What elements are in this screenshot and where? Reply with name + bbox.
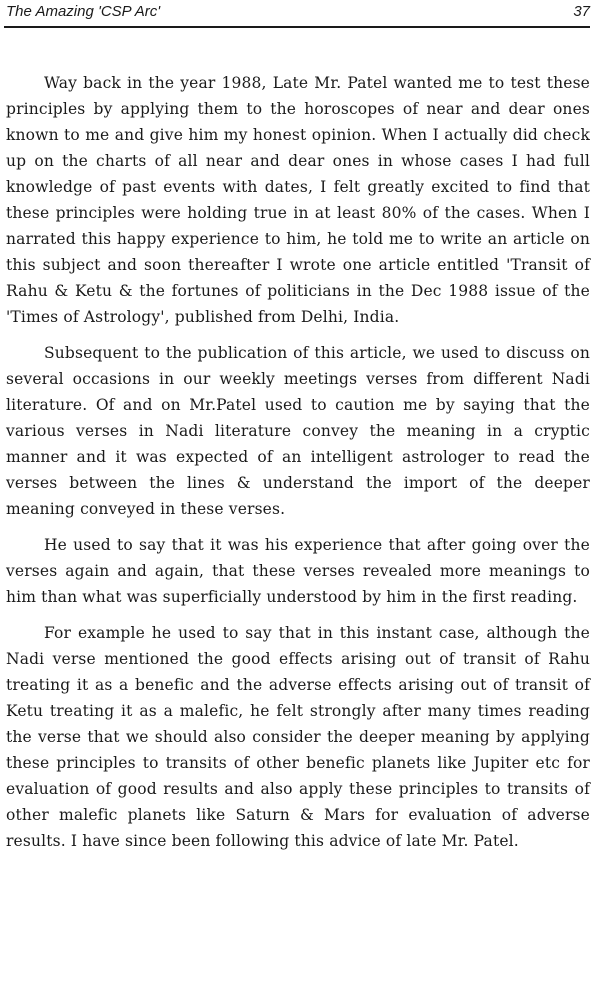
paragraph-3: He used to say that it was his experience that after going over the verses again and again, that these verses revealed more meanings to him than what was superficially understood by him in the first reading.: [6, 536, 590, 606]
paragraph-1: Way back in the year 1988, Late Mr. Patel wanted me to test these principles by applying them to the horoscopes of near and dear ones known to me and give him my honest opinion. When I actually did check up on the charts of all near and dear ones in whose cases I had full knowledge of past events with dates, I felt greatly excited to find that these principles were holding true in at least 80% of the cases. When I narrated this happy experience to him, he told me to write an article on this subject and soon thereafter I wrote one article entitled 'Transit of Rahu & Ketu & the fortunes of politicians in the Dec 1988 issue of the 'Times of Astrology', published from Delhi, India.: [6, 74, 590, 326]
paragraph-4: For example he used to say that in this instant case, although the Nadi verse mentioned the good effects arising out of transit of Rahu treating it as a benefic and the adverse effects arising out of transit of Ketu treating it as a malefic, he felt strongly after many times reading the verse that we should also consider the deeper meaning by applying these principles to transits of other benefic planets like Jupiter etc for evaluation of good results and also apply these principles to transits of other malefic planets like Saturn & Mars for evaluation of adverse results. I have since been following this advice of late Mr. Patel.: [6, 624, 590, 850]
page-number: 37: [573, 3, 590, 20]
running-header: [4, 0, 590, 28]
paragraph-2: Subsequent to the publication of this article, we used to discuss on several occasions in our weekly meetings verses from different Nadi literature. Of and on Mr.Patel used to caution me by saying that the various verses in Nadi literature convey the meaning in a cryptic manner and it was expected of an intelligent astrologer to read the verses between the lines & understand the import of the deeper meaning conveyed in these verses.: [6, 344, 590, 518]
body-text: [6, 70, 590, 864]
chapter-title: The Amazing 'CSP Arc': [6, 3, 161, 20]
